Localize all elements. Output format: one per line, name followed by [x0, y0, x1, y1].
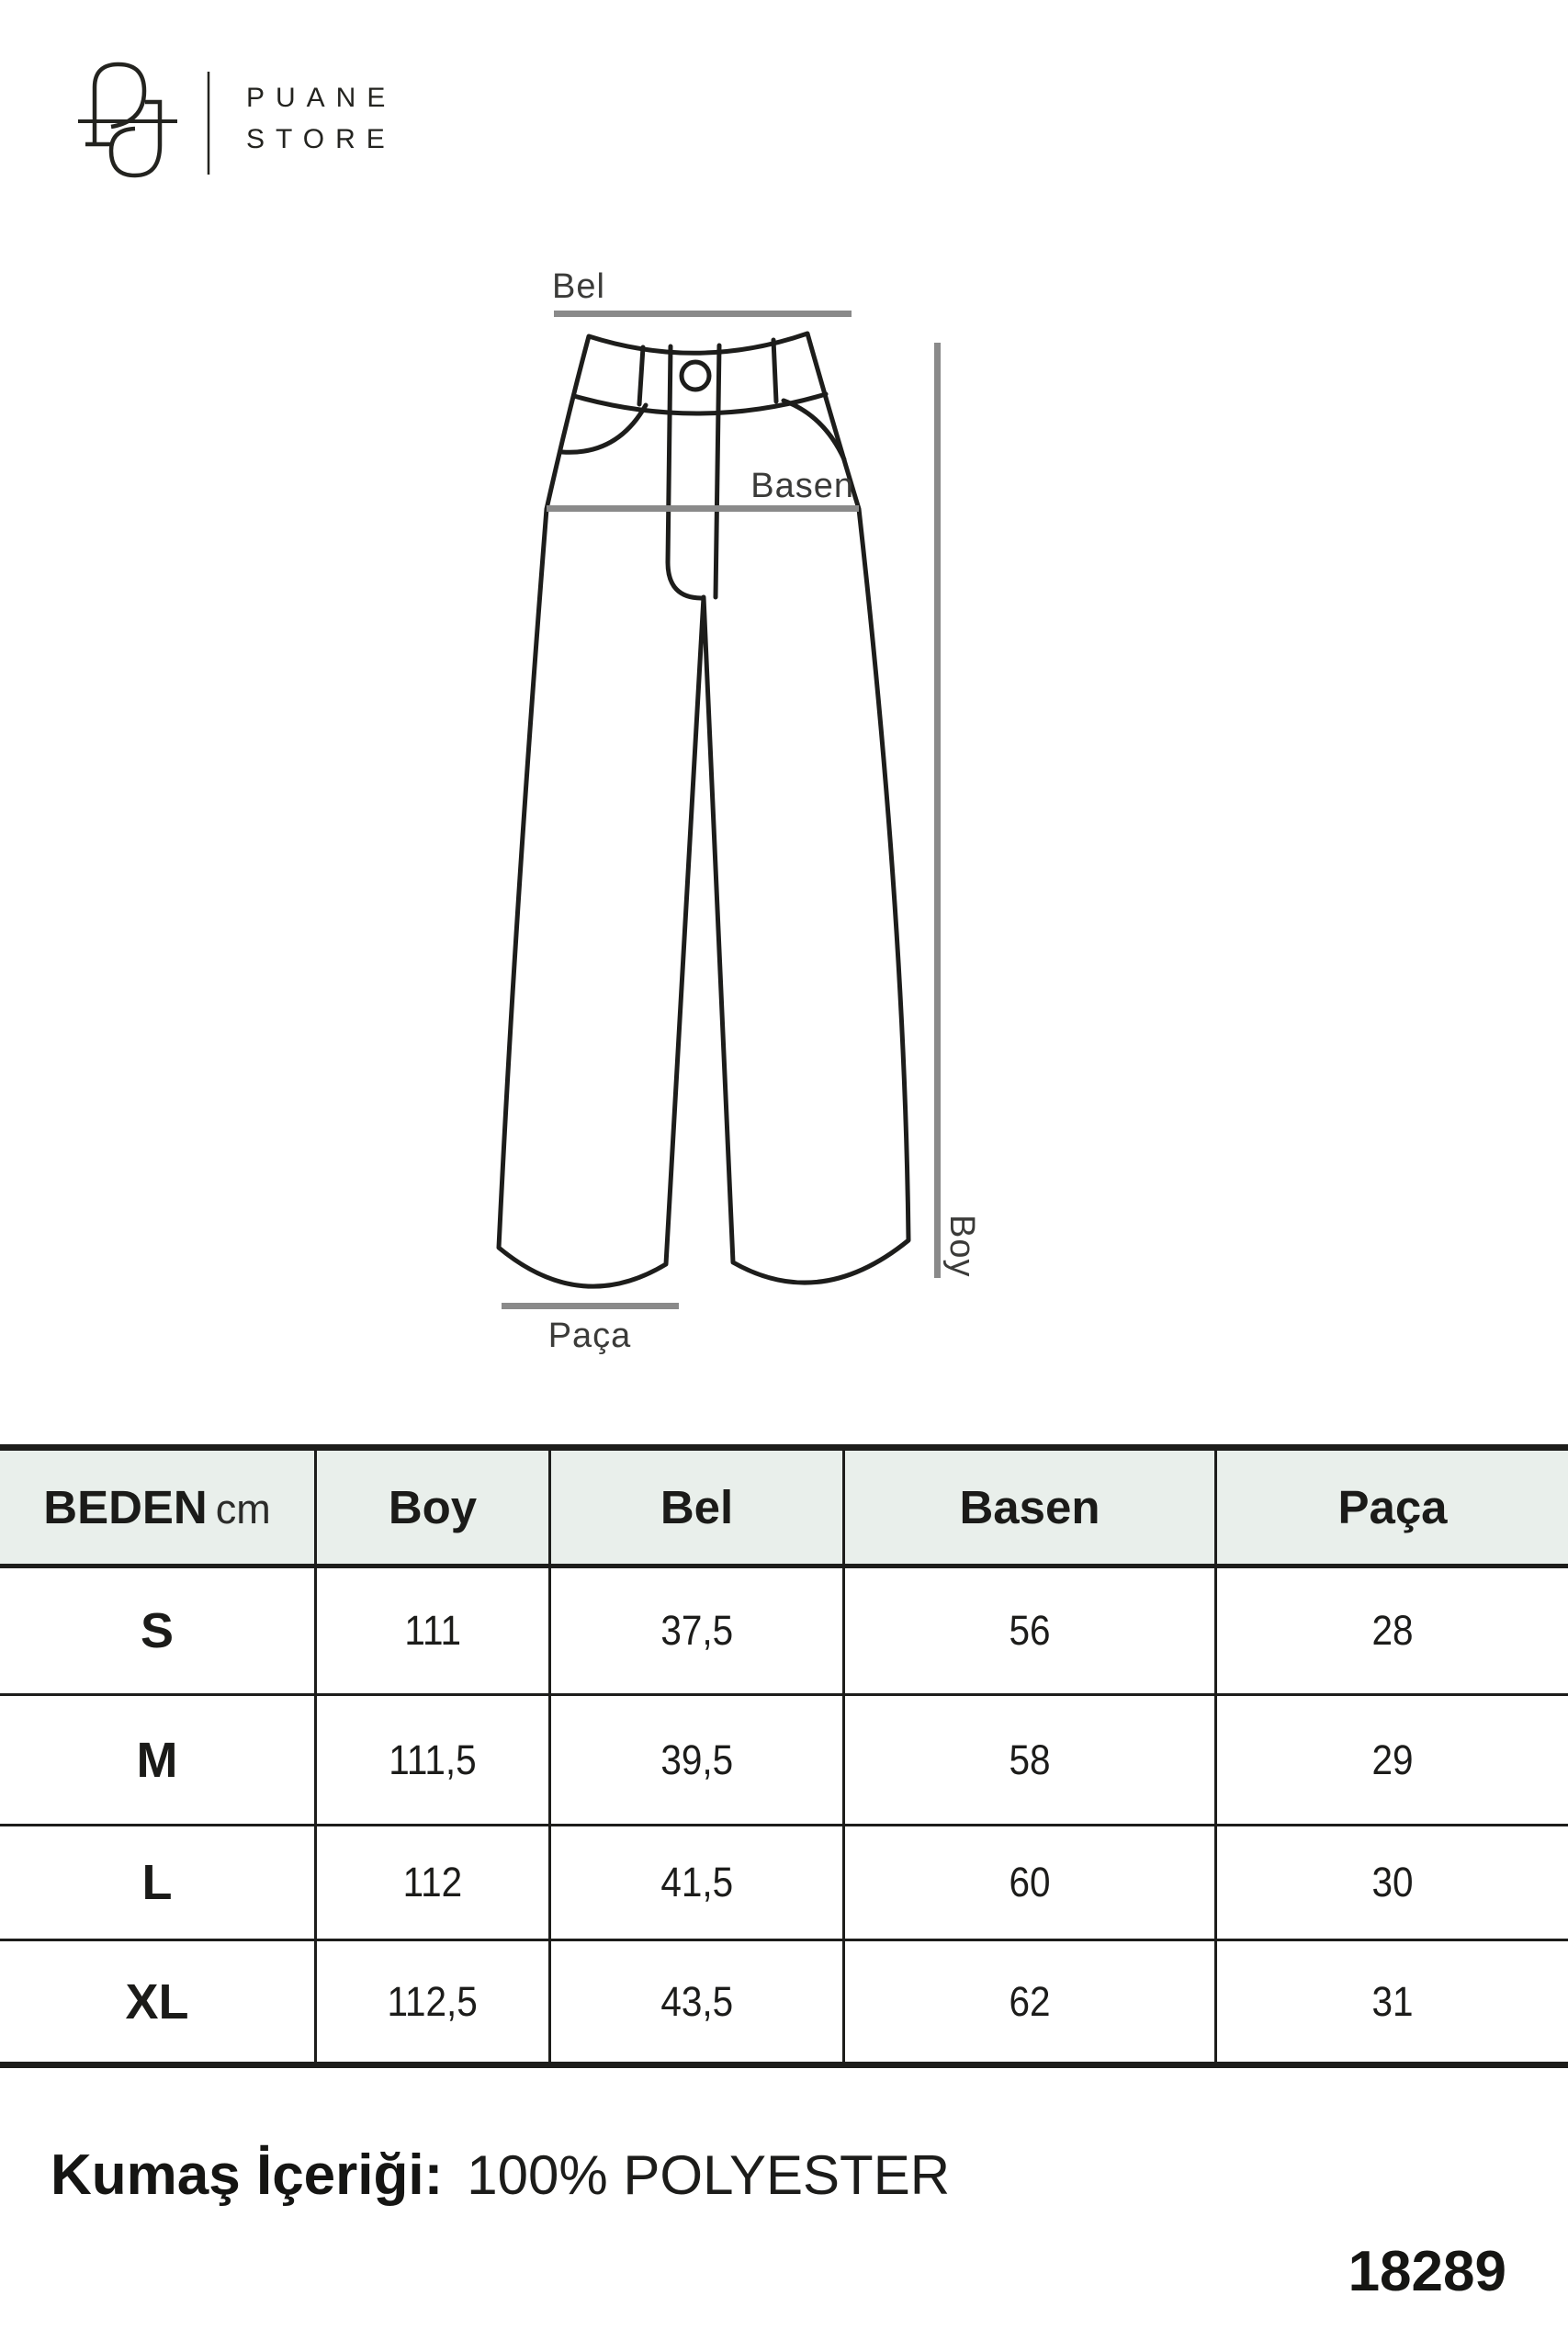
paca-measure-line [502, 1303, 679, 1309]
value-cell [1214, 1826, 1568, 1939]
unit-label: cm [215, 1486, 271, 1532]
value-cell [548, 1826, 842, 1939]
col-header-paca: Paça [1337, 1481, 1448, 1533]
waistband-div-right [773, 340, 776, 401]
value-xl-boy: 112,5 [387, 1977, 479, 2025]
value-cell [1214, 1568, 1568, 1693]
size-cell [0, 1696, 314, 1824]
value-cell [314, 1696, 548, 1824]
pants-measurement-diagram [487, 257, 987, 1360]
table-row-l [0, 1826, 1568, 1941]
value-xl-basen: 62 [1009, 1977, 1051, 2025]
waist-button-icon [682, 362, 709, 390]
value-cell [842, 1826, 1214, 1939]
size-cell [0, 1941, 314, 2062]
value-l-boy: 112 [402, 1859, 463, 1905]
value-cell [314, 1941, 548, 2062]
size-table [0, 1444, 1568, 2068]
value-l-bel: 41,5 [660, 1859, 733, 1905]
value-s-bel: 37,5 [660, 1607, 733, 1654]
value-s-boy: 111 [404, 1607, 461, 1654]
value-m-basen: 58 [1009, 1736, 1051, 1783]
brand-name-line2: STORE [246, 124, 396, 154]
value-cell [548, 1696, 842, 1824]
size-cell [0, 1826, 314, 1939]
size-label-xl: XL [125, 1973, 189, 2030]
value-l-basen: 60 [1009, 1859, 1051, 1905]
brand-monogram-icon [73, 61, 216, 180]
value-cell [314, 1826, 548, 1939]
table-row-s [0, 1568, 1568, 1696]
header-cell-bel [548, 1451, 842, 1564]
header-cell-basen [842, 1451, 1214, 1564]
length-label: Boy [942, 1215, 981, 1278]
size-cell [0, 1568, 314, 1693]
waist-label: Bel [552, 267, 605, 306]
product-code: 18289 [1348, 2240, 1506, 2303]
size-label-s: S [140, 1603, 175, 1658]
value-s-basen: 56 [1009, 1607, 1051, 1654]
value-l-paca: 30 [1371, 1859, 1414, 1905]
header-cell-beden [0, 1451, 314, 1564]
value-m-bel: 39,5 [660, 1736, 733, 1783]
value-cell [1214, 1941, 1568, 2062]
value-cell [842, 1941, 1214, 2062]
size-label-m: M [136, 1732, 178, 1788]
table-row-xl [0, 1941, 1568, 2062]
value-cell [1214, 1696, 1568, 1824]
size-column-label: BEDEN [43, 1481, 208, 1533]
fabric-info [51, 2143, 950, 2208]
size-table-header-row [0, 1451, 1568, 1568]
value-cell [548, 1568, 842, 1693]
hip-label: Basen [750, 467, 854, 505]
value-cell [548, 1941, 842, 2062]
col-header-bel: Bel [660, 1481, 734, 1533]
header-cell-boy [314, 1451, 548, 1564]
bel-measure-line [554, 311, 852, 317]
header-cell-paca [1214, 1451, 1568, 1564]
fabric-value: 100% POLYESTER [467, 2144, 951, 2206]
value-s-paca: 28 [1371, 1607, 1414, 1654]
value-cell [314, 1568, 548, 1693]
value-m-boy: 111,5 [389, 1736, 477, 1783]
col-header-boy: Boy [388, 1481, 478, 1533]
value-xl-bel: 43,5 [660, 1977, 733, 2025]
value-m-paca: 29 [1371, 1736, 1414, 1783]
hem-label: Paça [547, 1317, 632, 1355]
size-label-l: L [141, 1855, 173, 1910]
value-xl-paca: 31 [1371, 1977, 1414, 2025]
col-header-basen: Basen [959, 1481, 1100, 1533]
fabric-label: Kumaş İçeriği: [51, 2143, 444, 2207]
table-row-m [0, 1696, 1568, 1826]
boy-measure-line [934, 343, 941, 1278]
value-cell [842, 1696, 1214, 1824]
basen-measure-line [547, 505, 859, 512]
brand-name-line1: PUANE [246, 83, 397, 113]
value-cell [842, 1568, 1214, 1693]
